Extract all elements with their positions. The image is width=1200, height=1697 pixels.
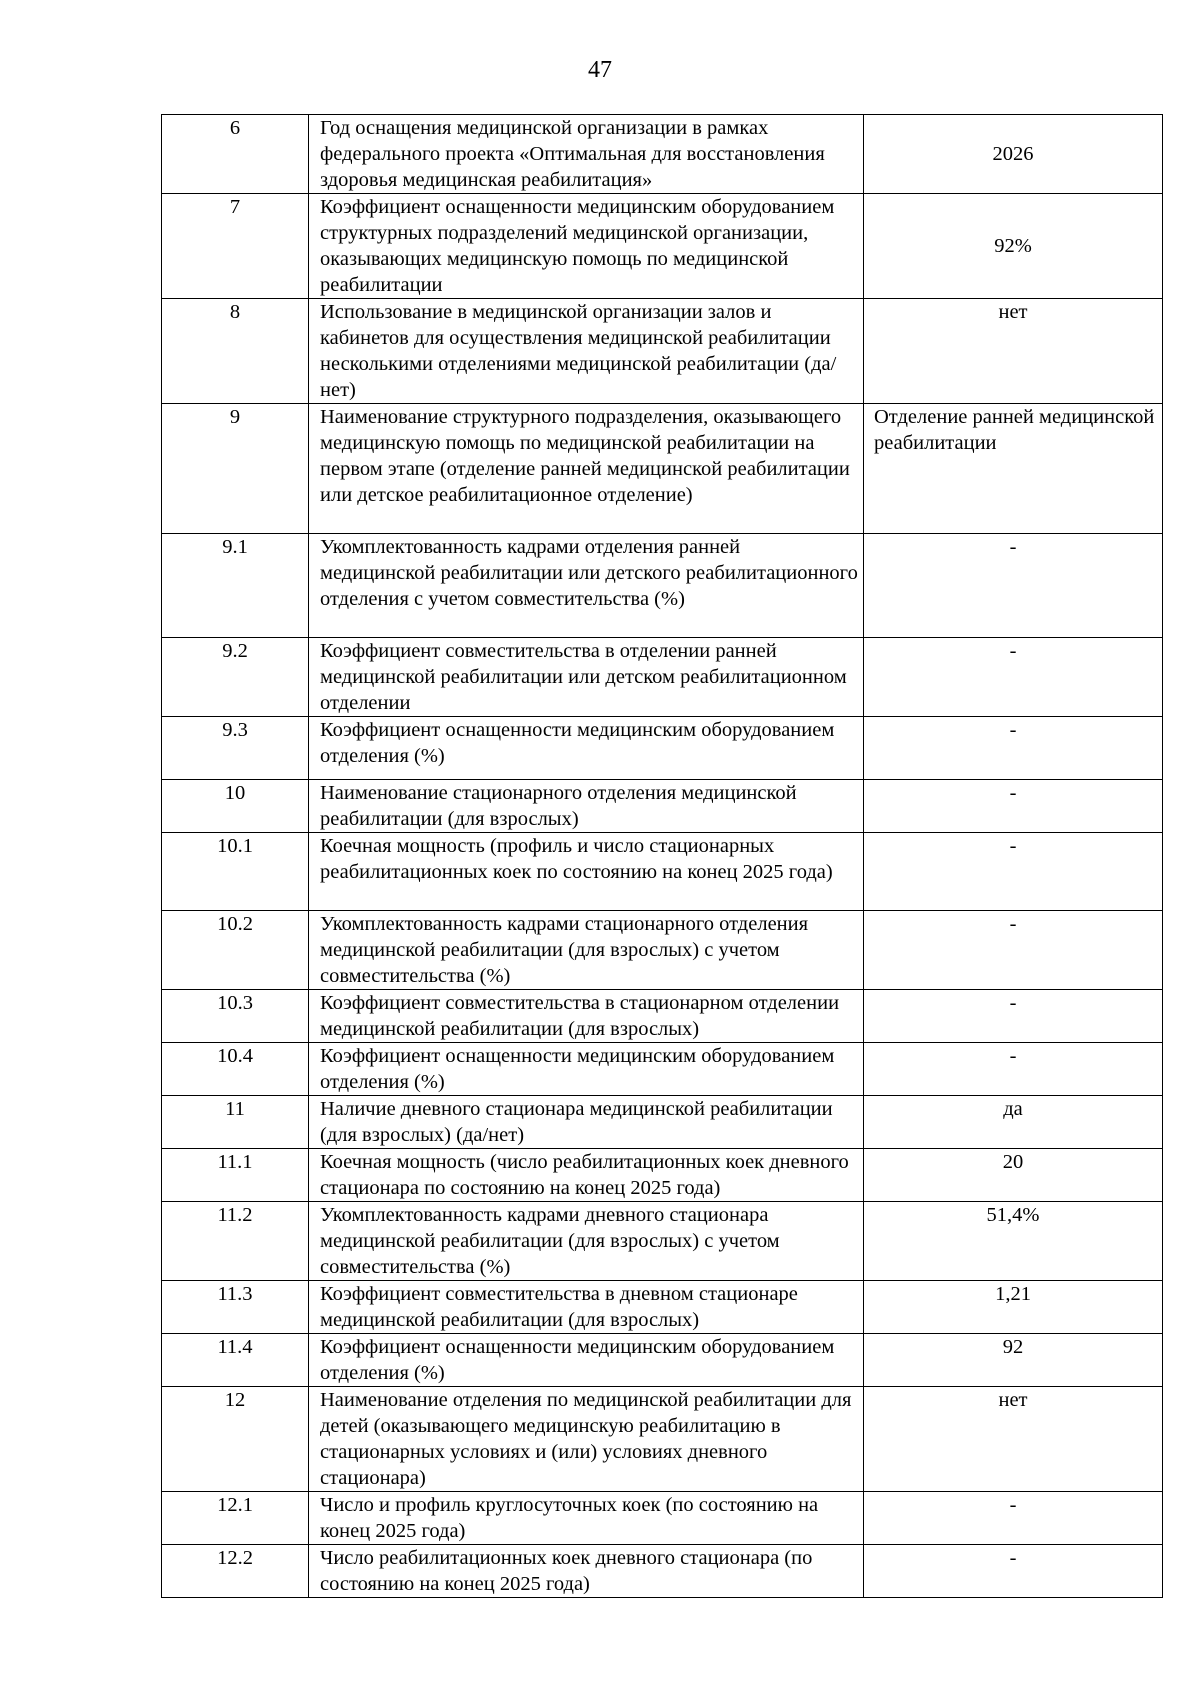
row-indicator: Коэффициент совместительства в стационарном отделении медицинской реабилитации (для взрослых) [309,990,864,1043]
row-value: нет [864,299,1163,404]
table-row [162,1043,1163,1096]
row-indicator: Наименование структурного подразделения, оказывающего медицинскую помощь по медицинской реабилитации на первом этапе (отделение ранней медицинской реабилитации или детское реабилитационное отделение) [309,404,864,534]
row-number: 10.2 [162,911,309,990]
row-indicator: Укомплектованность кадрами стационарного отделения медицинской реабилитации (для взрослых) с учетом совместительства (%) [309,911,864,990]
table-row [162,638,1163,717]
row-indicator: Укомплектованность кадрами отделения ранней медицинской реабилитации или детского реабилитационного отделения с учетом совместительства (%) [309,534,864,638]
row-number: 11.1 [162,1149,309,1202]
table-row [162,1281,1163,1334]
row-number: 12.1 [162,1492,309,1545]
row-number: 10 [162,780,309,833]
indicators-table [161,114,1163,1598]
table-row [162,717,1163,780]
row-indicator: Число реабилитационных коек дневного стационара (по состоянию на конец 2025 года) [309,1545,864,1598]
row-number: 9 [162,404,309,534]
row-indicator: Наименование отделения по медицинской реабилитации для детей (оказывающего медицинскую реабилитацию в стационарных условиях и (или) условиях дневного стационара) [309,1387,864,1492]
table-row [162,115,1163,194]
table-row [162,1202,1163,1281]
table-row [162,911,1163,990]
row-number: 9.3 [162,717,309,780]
row-number: 8 [162,299,309,404]
row-indicator: Наименование стационарного отделения медицинской реабилитации (для взрослых) [309,780,864,833]
row-value: - [864,780,1163,833]
row-value: - [864,1043,1163,1096]
row-indicator: Коэффициент оснащенности медицинским оборудованием отделения (%) [309,717,864,780]
row-indicator: Коэффициент оснащенности медицинским оборудованием отделения (%) [309,1334,864,1387]
table-row [162,299,1163,404]
row-value: нет [864,1387,1163,1492]
table-row [162,1149,1163,1202]
row-number: 11 [162,1096,309,1149]
row-value: да [864,1096,1163,1149]
row-value: 1,21 [864,1281,1163,1334]
row-value: - [864,1545,1163,1598]
row-number: 12 [162,1387,309,1492]
row-value: 92 [864,1334,1163,1387]
row-indicator: Год оснащения медицинской организации в рамках федерального проекта «Оптимальная для восстановления здоровья медицинская реабилитация» [309,115,864,194]
table-row [162,780,1163,833]
table-row [162,534,1163,638]
table-row [162,194,1163,299]
table-row [162,404,1163,534]
row-number: 12.2 [162,1545,309,1598]
row-number: 11.2 [162,1202,309,1281]
row-indicator: Коэффициент оснащенности медицинским оборудованием отделения (%) [309,1043,864,1096]
row-number: 6 [162,115,309,194]
table-row [162,990,1163,1043]
table-row [162,1545,1163,1598]
row-indicator: Укомплектованность кадрами дневного стационара медицинской реабилитации (для взрослых) с учетом совместительства (%) [309,1202,864,1281]
row-indicator: Использование в медицинской организации залов и кабинетов для осуществления медицинской реабилитации несколькими отделениями медицинской реабилитации (да/нет) [309,299,864,404]
row-value: - [864,534,1163,638]
table-row [162,1334,1163,1387]
row-indicator: Коечная мощность (число реабилитационных коек дневного стационара по состоянию на конец 2025 года) [309,1149,864,1202]
row-value: 2026 [864,115,1163,194]
row-value: - [864,833,1163,911]
row-number: 9.1 [162,534,309,638]
row-number: 9.2 [162,638,309,717]
row-indicator: Коэффициент оснащенности медицинским оборудованием структурных подразделений медицинской организации, оказывающих медицинскую помощь по медицинской реабилитации [309,194,864,299]
row-indicator: Коэффициент совместительства в отделении ранней медицинской реабилитации или детском реабилитационном отделении [309,638,864,717]
row-value: - [864,638,1163,717]
row-value: - [864,911,1163,990]
page-number: 47 [588,57,612,83]
row-number: 11.4 [162,1334,309,1387]
row-number: 11.3 [162,1281,309,1334]
row-number: 7 [162,194,309,299]
row-indicator: Коечная мощность (профиль и число стационарных реабилитационных коек по состоянию на конец 2025 года) [309,833,864,911]
row-indicator: Число и профиль круглосуточных коек (по состоянию на конец 2025 года) [309,1492,864,1545]
table-row [162,1096,1163,1149]
table-row [162,1387,1163,1492]
row-value: 20 [864,1149,1163,1202]
row-number: 10.4 [162,1043,309,1096]
table-row [162,833,1163,911]
row-number: 10.1 [162,833,309,911]
row-indicator: Коэффициент совместительства в дневном стационаре медицинской реабилитации (для взрослых) [309,1281,864,1334]
row-value: 51,4% [864,1202,1163,1281]
row-value: - [864,990,1163,1043]
table-row [162,1492,1163,1545]
row-value: - [864,717,1163,780]
row-number: 10.3 [162,990,309,1043]
row-value: Отделение ранней медицинской реабилитации [864,404,1163,534]
row-indicator: Наличие дневного стационара медицинской реабилитации (для взрослых) (да/нет) [309,1096,864,1149]
row-value: 92% [864,194,1163,299]
row-value: - [864,1492,1163,1545]
